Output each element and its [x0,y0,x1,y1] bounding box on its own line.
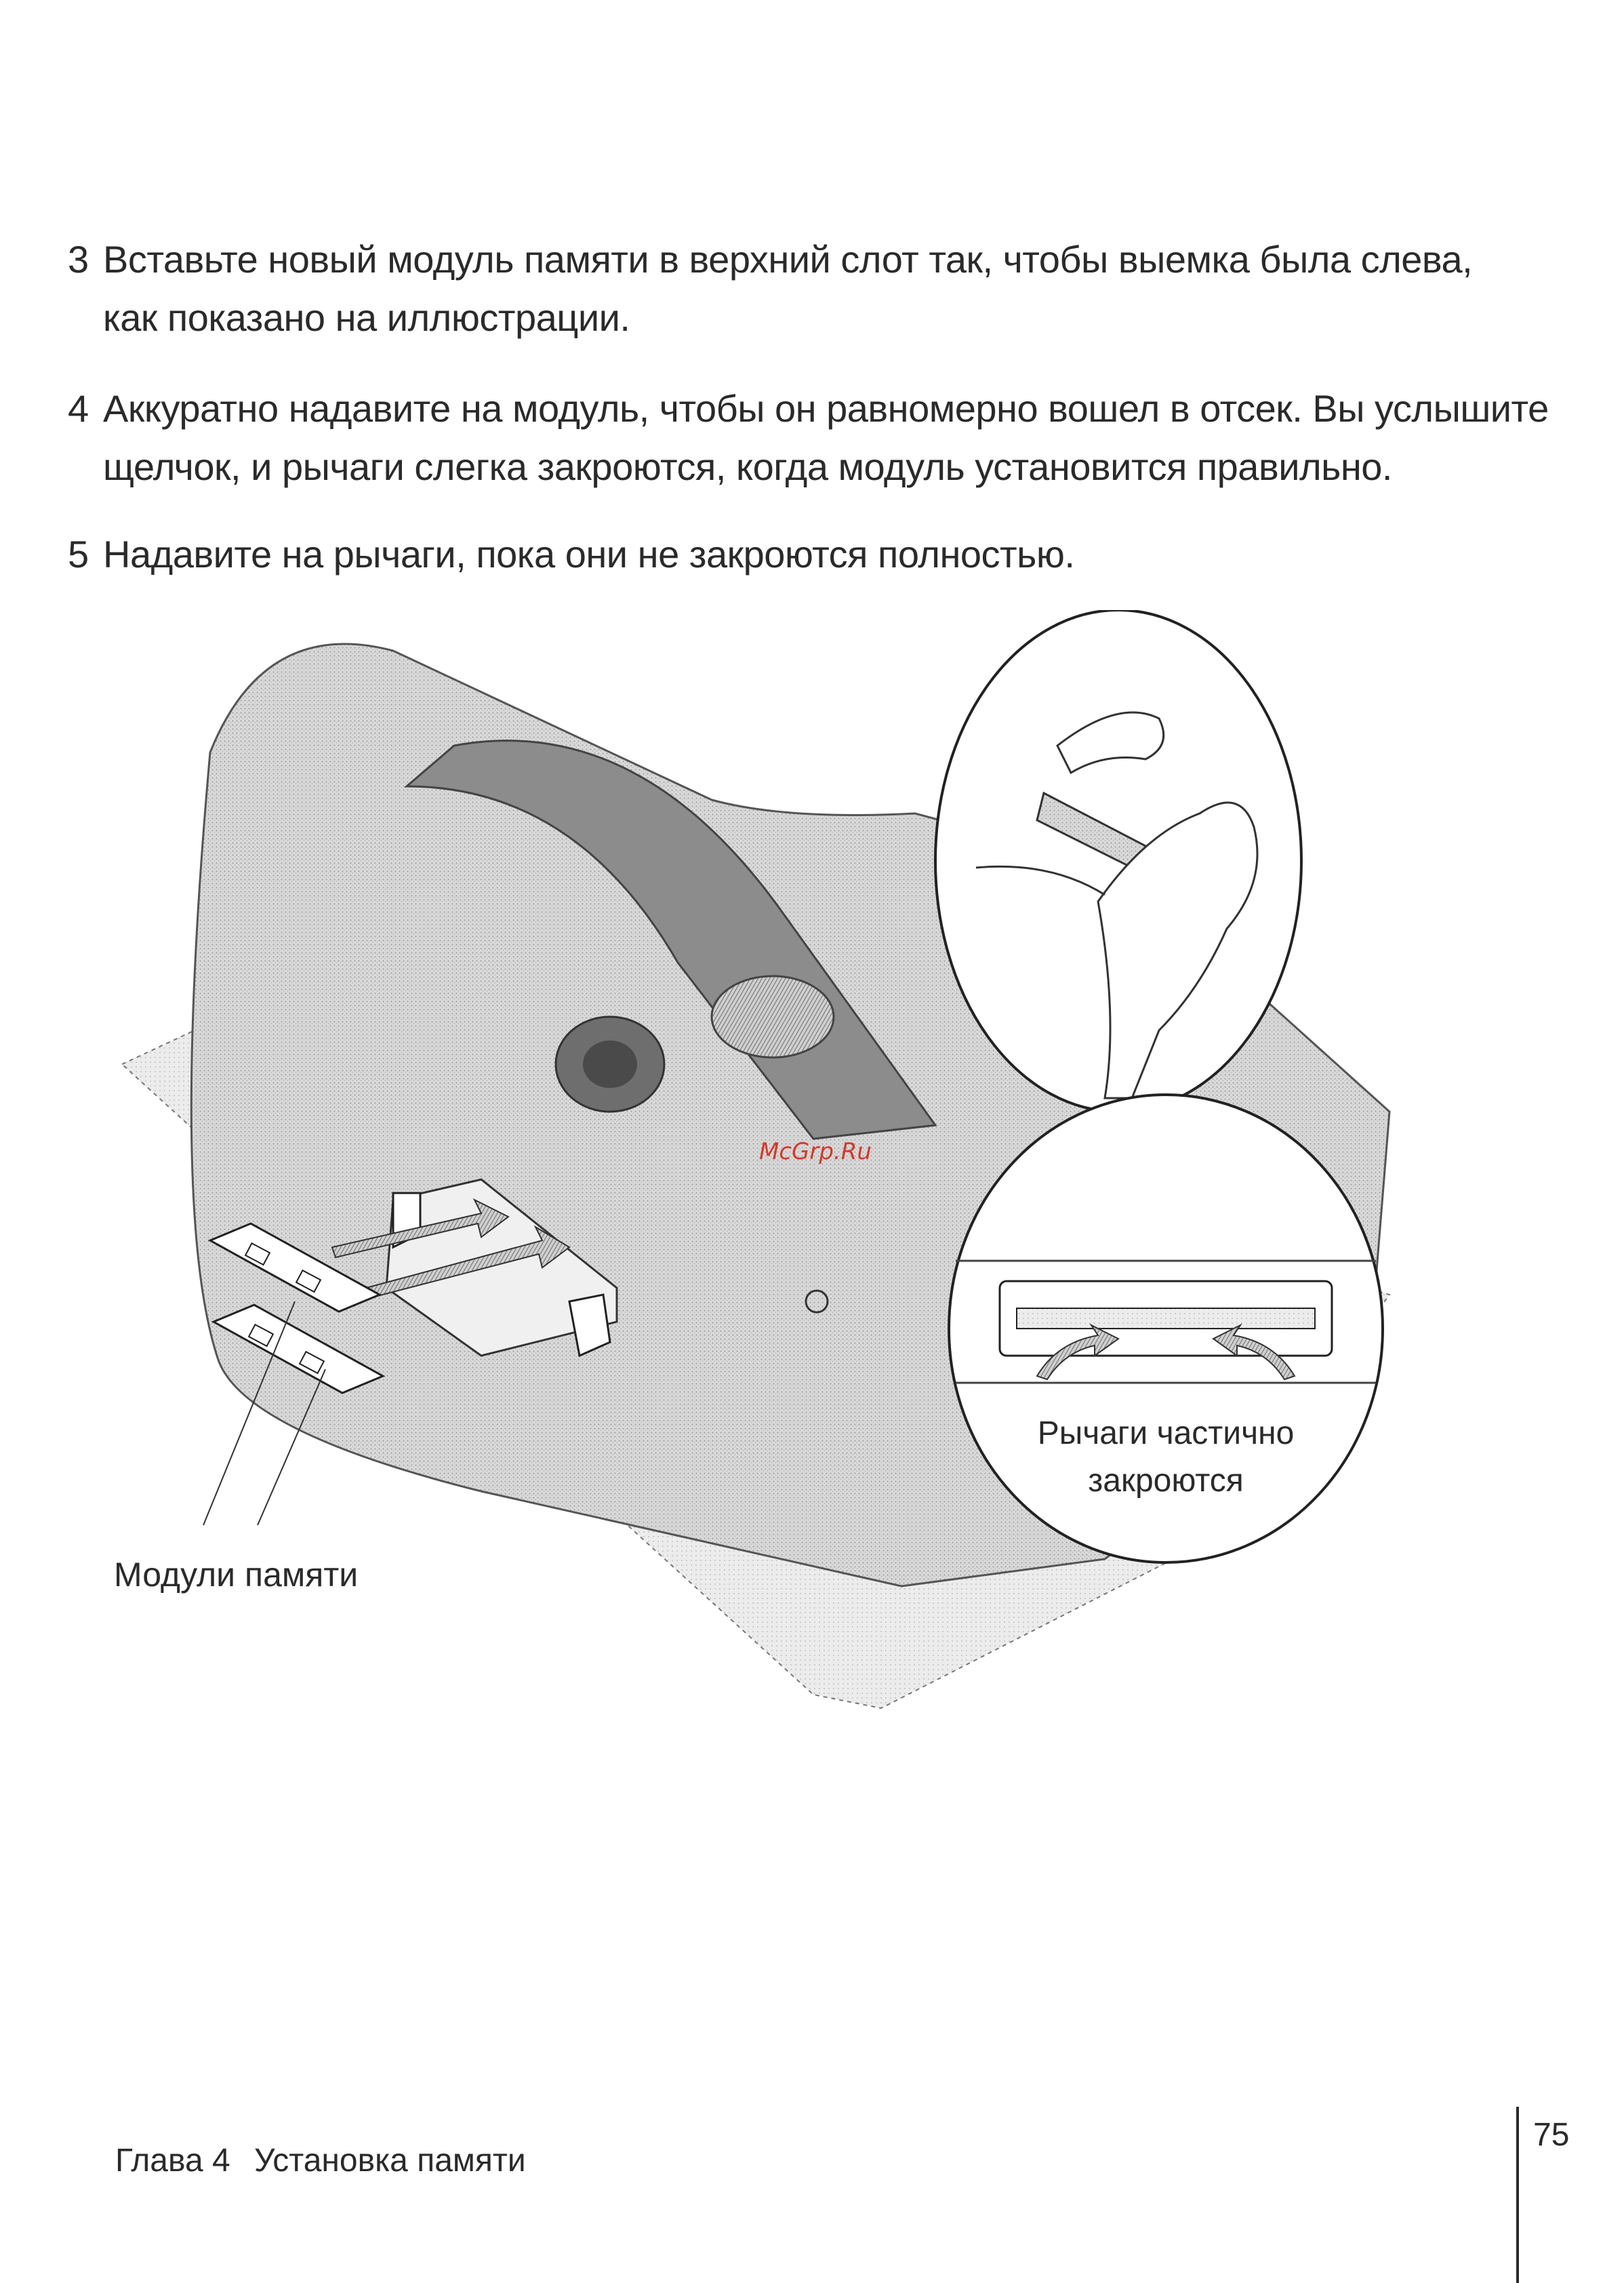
watermark-text: McGrp.Ru [759,1138,872,1165]
step-text [103,230,1594,347]
step-line: Вставьте новый модуль памяти в верхний слот так, чтобы выемка была слева, [103,238,1473,281]
step-text [103,525,1594,584]
step-line: Аккуратно надавите на модуль, чтобы он равномерно вошел в отсек. Вы услышите [103,387,1549,430]
vent-grille [712,976,834,1057]
imac-memory-illustration [102,610,1423,1722]
step-number: 5 [68,533,89,575]
step-line: как показано на иллюстрации. [103,296,630,339]
step-number: 3 [68,238,89,281]
step-number: 4 [68,387,89,430]
illustration-svg [102,610,1423,1722]
page-number: 75 [1533,2117,1570,2153]
step-line: Надавите на рычаги, пока они не закроются полностью. [103,533,1075,575]
label-levers-line1: Рычаги частично [1037,1415,1295,1451]
step-line: щелчок, и рычаги слегка закроются, когда модуль установится правильно. [103,445,1392,488]
page-number-rule [1516,2107,1519,2283]
inset-hands [935,610,1301,1112]
inset-levers [949,1095,1383,1562]
chapter-label: Глава 4 [115,2143,230,2179]
step-text [103,380,1594,496]
section-title: Установка памяти [254,2143,526,2179]
rear-port-inner [583,1041,637,1088]
label-levers-line2: закроются [1088,1463,1244,1499]
label-memory-modules: Модули памяти [114,1556,359,1594]
